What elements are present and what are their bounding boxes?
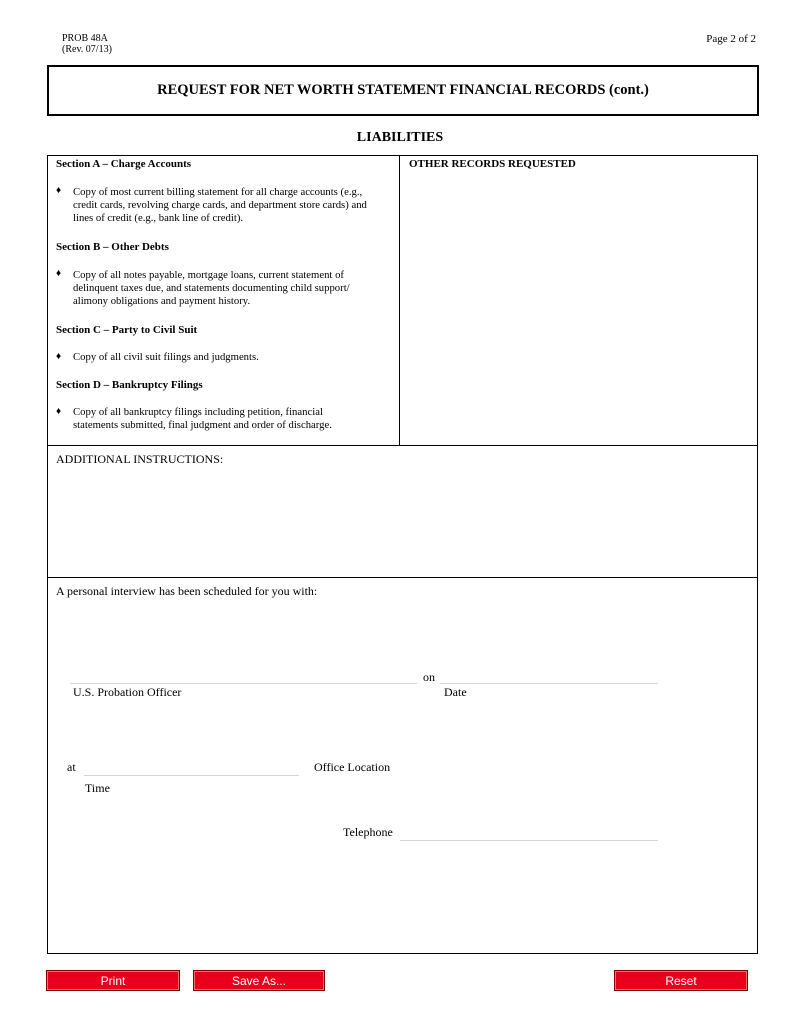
section-a-item	[73, 186, 395, 225]
section-a-line: credit cards, revolving charge cards, and department store cards) and	[73, 199, 367, 211]
row-divider-1	[47, 445, 758, 446]
section-c-line: Copy of all civil suit filings and judgments.	[73, 351, 259, 363]
bullet-diamond-icon: ♦	[56, 185, 62, 196]
section-d-item	[73, 406, 395, 432]
time-label: Time	[85, 781, 110, 795]
section-b-line: Copy of all notes payable, mortgage loans, current statement of	[73, 269, 344, 281]
section-d-line: statements submitted, final judgment and order of discharge.	[73, 419, 332, 431]
section-a-line: Copy of most current billing statement for all charge accounts (e.g.,	[73, 186, 363, 198]
officer-field[interactable]	[70, 683, 417, 684]
telephone-field[interactable]	[400, 840, 658, 841]
interview-intro: A personal interview has been scheduled for you with:	[56, 584, 318, 598]
bullet-diamond-icon: ♦	[56, 351, 62, 362]
date-field[interactable]	[440, 683, 658, 684]
reset-button[interactable]: Reset	[614, 970, 748, 991]
office-location-label: Office Location	[314, 760, 391, 774]
row-divider-2	[47, 577, 758, 578]
section-a-title: Section A – Charge Accounts	[56, 158, 192, 170]
at-label: at	[67, 760, 76, 774]
date-label-text: Date	[444, 685, 467, 699]
liabilities-heading: LIABILITIES	[356, 130, 444, 145]
save-as-button[interactable]: Save As...	[193, 970, 325, 991]
other-records-heading: OTHER RECORDS REQUESTED	[409, 158, 576, 170]
form-number: PROB 48A	[62, 33, 108, 44]
form-revision: (Rev. 07/13)	[62, 44, 112, 55]
date-label	[444, 685, 467, 700]
section-c-item	[73, 351, 395, 364]
section-b-item	[73, 269, 395, 308]
time-field[interactable]	[84, 775, 299, 776]
page-number: Page 2 of 2	[706, 33, 756, 45]
form-title: REQUEST FOR NET WORTH STATEMENT FINANCIAL RECORDS (cont.)	[157, 82, 649, 98]
section-d-line: Copy of all bankruptcy filings including petition, financial	[73, 406, 323, 418]
form-title-box	[47, 65, 759, 116]
on-label: on	[423, 670, 435, 684]
section-b-title: Section B – Other Debts	[56, 241, 169, 253]
print-button[interactable]: Print	[46, 970, 180, 991]
section-a-line: lines of credit (e.g., bank line of credit).	[73, 212, 244, 224]
telephone-label: Telephone	[343, 825, 393, 839]
section-b-line: alimony obligations and payment history.	[73, 295, 251, 307]
section-b-line: delinquent taxes due, and statements documenting child support/	[73, 282, 350, 294]
bullet-diamond-icon: ♦	[56, 268, 62, 279]
form-id-block	[62, 33, 112, 55]
bullet-diamond-icon: ♦	[56, 406, 62, 417]
other-records-field[interactable]	[404, 176, 756, 444]
section-d-title: Section D – Bankruptcy Filings	[56, 379, 203, 391]
column-divider	[399, 155, 400, 446]
additional-instructions-field[interactable]	[54, 470, 754, 574]
officer-label: U.S. Probation Officer	[73, 685, 182, 699]
additional-instructions-label: ADDITIONAL INSTRUCTIONS:	[56, 452, 224, 466]
section-c-title: Section C – Party to Civil Suit	[56, 324, 198, 336]
